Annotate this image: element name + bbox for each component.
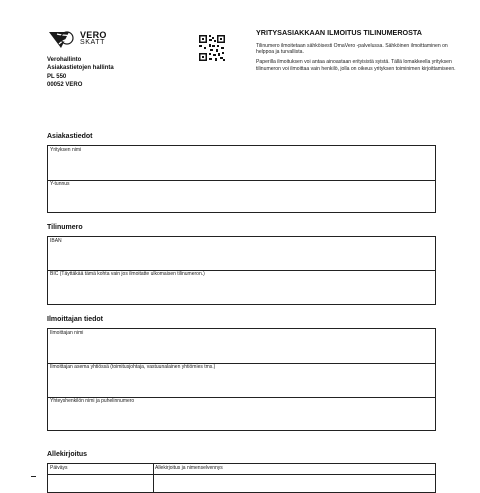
address-line: Verohallinto — [47, 57, 82, 63]
vero-logo-icon — [47, 30, 77, 50]
intro-text — [256, 43, 456, 76]
date-field[interactable] — [48, 464, 153, 492]
reporter-info-box — [47, 328, 436, 431]
field-label: Allekirjoitus ja nimenselvennys — [155, 465, 223, 471]
field-label: Y-tunnus — [50, 181, 70, 187]
recipient-address — [47, 56, 114, 89]
intro-paragraph: Tilinumero ilmoitetaan sähköisesti OmaVero -palvelussa. Sähköinen ilmoittaminen on helppoa ja turvallista. — [256, 43, 448, 56]
address-line: 00052 VERO — [47, 81, 83, 88]
field-label: Ilmoittajan asema yhtiössä (toimitusjohtaja, vastuunalainen yhtiömies tms.) — [50, 364, 216, 370]
field-label: Yrityksen nimi — [50, 147, 82, 153]
iban-field[interactable] — [48, 237, 435, 270]
field-label: BIC (Täyttäkää tämä kohta vain jos ilmoitatte ulkomaisen tilinumeron.) — [50, 271, 205, 277]
logo-text-skatt: SKATT — [80, 39, 106, 46]
qr-code-icon — [198, 34, 226, 62]
form-title: YRITYSASIAKKAAN ILMOITUS TILINUMEROSTA — [256, 28, 422, 37]
company-name-field[interactable] — [48, 146, 435, 180]
vero-logo — [47, 30, 105, 50]
section-title-ilmoittajan-tiedot: Ilmoittajan tiedot — [47, 316, 103, 323]
field-label: Yhteyshenkilön nimi ja puhelinnumero — [50, 398, 135, 404]
section-title-asiakastiedot: Asiakastiedot — [47, 133, 93, 140]
contact-person-field[interactable] — [48, 397, 435, 430]
field-label: Ilmoittajan nimi — [50, 330, 84, 336]
section-title-allekirjoitus: Allekirjoitus — [47, 451, 88, 458]
fold-mark — [31, 476, 36, 477]
intro-paragraph: Paperilla ilmoituksen voi antaa ainoastaan erityisistä syistä. Tällä lomakkeella yrityksen tilinumeron voi ilmoittaa vain henkilö, jolla on oikeus yrityksen toiminimen kirjoittamiseen. — [256, 59, 456, 72]
divider — [48, 474, 435, 475]
bic-field[interactable] — [48, 270, 435, 304]
section-title-tilinumero: Tilinumero — [47, 224, 83, 231]
field-label: IBAN — [50, 238, 62, 244]
signature-box — [47, 463, 436, 493]
business-id-field[interactable] — [48, 180, 435, 212]
reporter-position-field[interactable] — [48, 363, 435, 397]
reporter-name-field[interactable] — [48, 329, 435, 363]
signature-field[interactable] — [153, 464, 435, 492]
address-line: Asiakastietojen hallinta — [47, 65, 114, 72]
address-line: PL 550 — [47, 73, 67, 80]
customer-info-box — [47, 145, 436, 213]
logo-text-vero: VERO — [80, 30, 107, 40]
account-number-box — [47, 236, 436, 305]
field-label: Päiväys — [50, 465, 68, 471]
